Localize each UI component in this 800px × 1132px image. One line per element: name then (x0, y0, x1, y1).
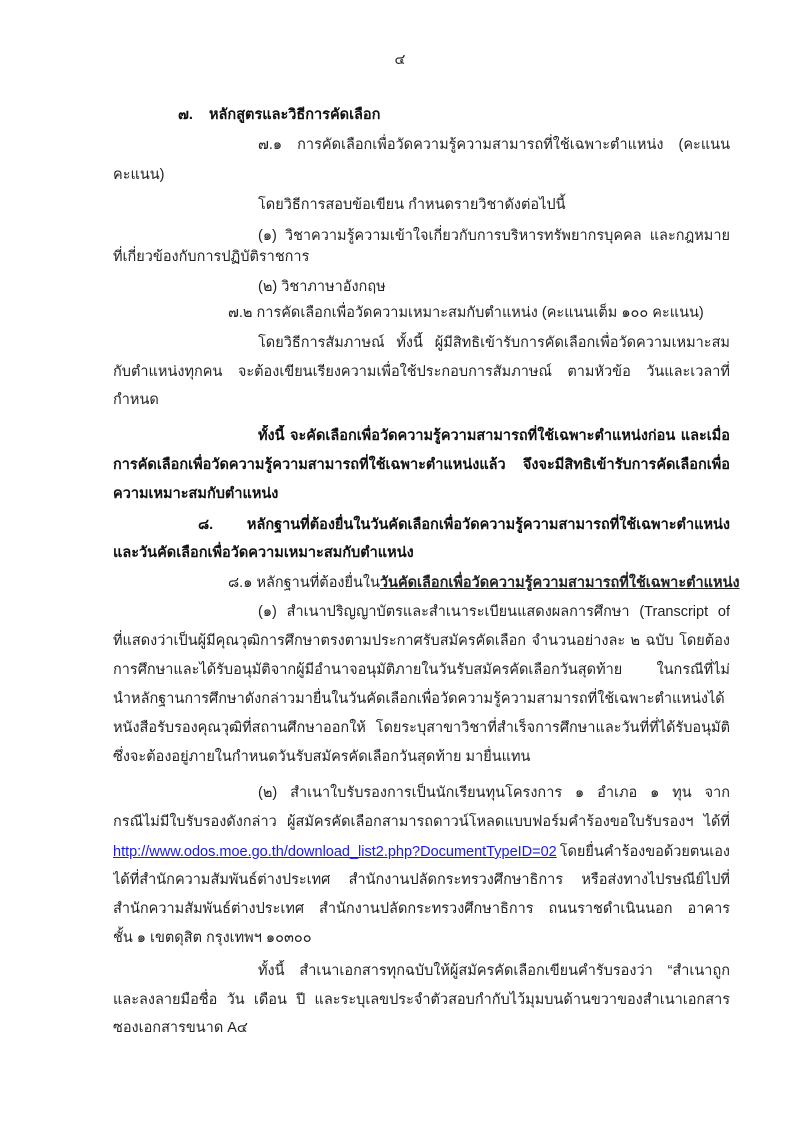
item2-line4: ได้ที่สำนักความสัมพันธ์ต่างประเทศ สำนักงานปลัดกระทรวงศึกษาธิการ หรือส่งทางไปรษณีย์ไปที่ (113, 872, 730, 888)
item2-line2: กรณีไม่มีใบรับรองดังกล่าว ผู้สมัครคัดเลือกสามารถดาวน์โหลดแบบฟอร์มคำร้องขอใบรับรองฯ ได้ที่ (113, 814, 730, 830)
section-7-number: ๗. (178, 107, 193, 123)
s8-note-line1: ทั้งนี้ สำเนาเอกสารทุกฉบับให้ผู้สมัครคัดเลือกเขียนคำรับรองว่า “สำเนาถูก (258, 963, 730, 979)
s71-line1: ๗.๑ การคัดเลือกเพื่อวัดความรู้ความสามารถที่ใช้เฉพาะตำแหน่ง (คะแนน (258, 137, 730, 153)
section-8-heading-line1: ๘. หลักฐานที่ต้องยื่นในวันคัดเลือกเพื่อวัดความรู้ความสามารถที่ใช้เฉพาะตำแหน่ง (198, 517, 730, 533)
s81-prefix: ๘.๑ หลักฐานที่ต้องยื่นใน (228, 575, 380, 591)
s72-para-line1: โดยวิธีการสัมภาษณ์ ทั้งนี้ ผู้มีสิทธิเข้ารับการคัดเลือกเพื่อวัดความเหมาะสม (258, 335, 730, 351)
s72-para-line3: กำหนด (113, 392, 159, 408)
s81-heading (228, 572, 740, 594)
subject1-line1: (๑) วิชาความรู้ความเข้าใจเกี่ยวกับการบริหารทรัพยากรบุคคล และกฎหมาย (258, 228, 730, 244)
s72-line1: ๗.๒ การคัดเลือกเพื่อวัดความเหมาะสมกับตำแหน่ง (คะแนนเต็ม ๑๐๐ คะแนน) (228, 305, 704, 321)
s7-note-line2: การคัดเลือกเพื่อวัดความรู้ความสามารถที่ใช้เฉพาะตำแหน่งแล้ว จึงจะมีสิทธิเข้ารับการคัดเลือกเพื่อ (113, 457, 730, 473)
section-8-heading-line2: และวันคัดเลือกเพื่อวัดความเหมาะสมกับตำแหน่ง (113, 545, 414, 561)
s71-line2: คะแนน) (113, 167, 165, 183)
s8-note-line3: ซองเอกสารขนาด A๔ (113, 1020, 248, 1036)
s7-note-line3: ความเหมาะสมกับตำแหน่ง (113, 486, 279, 502)
s81-underlined: วันคัดเลือกเพื่อวัดความรู้ความสามารถที่ใช้เฉพาะตำแหน่ง (379, 575, 740, 591)
page-number: ๔ (394, 52, 406, 68)
s72-para-line2: กับตำแหน่งทุกคน จะต้องเขียนเรียงความเพื่อใช้ประกอบการสัมภาษณ์ ตามหัวข้อ วันและเวลาที่ (113, 364, 730, 380)
item2-line3 (113, 841, 730, 863)
item2-line3-rest: โดยยื่นคำร้องขอด้วยตนเอง (559, 844, 730, 860)
section-7-title: หลักสูตรและวิธีการคัดเลือก (208, 107, 381, 123)
item2-line1: (๒) สำเนาใบรับรองการเป็นนักเรียนทุนโครงการ ๑ อำเภอ ๑ ทุน จาก (258, 785, 730, 801)
item1-line6: ซึ่งจะต้องอยู่ภายในกำหนดวันรับสมัครคัดเลือกวันสุดท้าย มายื่นแทน (113, 749, 531, 765)
s7-note-line1: ทั้งนี้ จะคัดเลือกเพื่อวัดความรู้ความสามารถที่ใช้เฉพาะตำแหน่งก่อน และเมื่อ (258, 428, 730, 444)
item1-line1: (๑) สำเนาปริญญาบัตรและสำเนาระเบียนแสดงผลการศึกษา (Transcript of (258, 604, 730, 620)
item1-line4: นำหลักฐานการศึกษาดังกล่าวมายื่นในวันคัดเลือกเพื่อวัดความรู้ความสามารถที่ใช้เฉพาะตำแหน่งได้ (113, 691, 725, 707)
subject2: (๒) วิชาภาษาอังกฤษ (258, 279, 386, 295)
item1-line3: การศึกษาและได้รับอนุมัติจากผู้มีอำนาจอนุมัติภายในวันรับสมัครคัดเลือกวันสุดท้าย ในกรณีที่ไม่ (113, 662, 730, 678)
item1-line2: ที่แสดงว่าเป็นผู้มีคุณวุฒิการศึกษาตรงตามประกาศรับสมัครคัดเลือก จำนวนอย่างละ ๒ ฉบับ โดยต้อง (113, 633, 730, 649)
s8-note-line2: และลงลายมือชื่อ วัน เดือน ปี และระบุเลขประจำตัวสอบกำกับไว้มุมบนด้านขวาของสำเนาเอกสาร (113, 992, 730, 1008)
subject1-line2: ที่เกี่ยวข้องกับการปฏิบัติราชการ (113, 249, 310, 265)
section-7-heading (178, 104, 380, 126)
item2-line5: สำนักความสัมพันธ์ต่างประเทศ สำนักงานปลัดกระทรวงศึกษาธิการ ถนนราชดำเนินนอก อาคาร (113, 901, 730, 917)
item2-line6: ชั้น ๑ เขตดุสิต กรุงเทพฯ ๑๐๓๐๐ (113, 930, 312, 946)
download-form-link[interactable]: http://www.odos.moe.go.th/download_list2.php?DocumentTypeID=02 (113, 844, 557, 860)
s71-method: โดยวิธีการสอบข้อเขียน กำหนดรายวิชาดังต่อไปนี้ (258, 197, 566, 213)
item1-line5: หนังสือรับรองคุณวุฒิที่สถานศึกษาออกให้ โดยระบุสาขาวิชาที่สำเร็จการศึกษาและวันที่ที่ได้รับอนุมัติ (113, 720, 730, 736)
